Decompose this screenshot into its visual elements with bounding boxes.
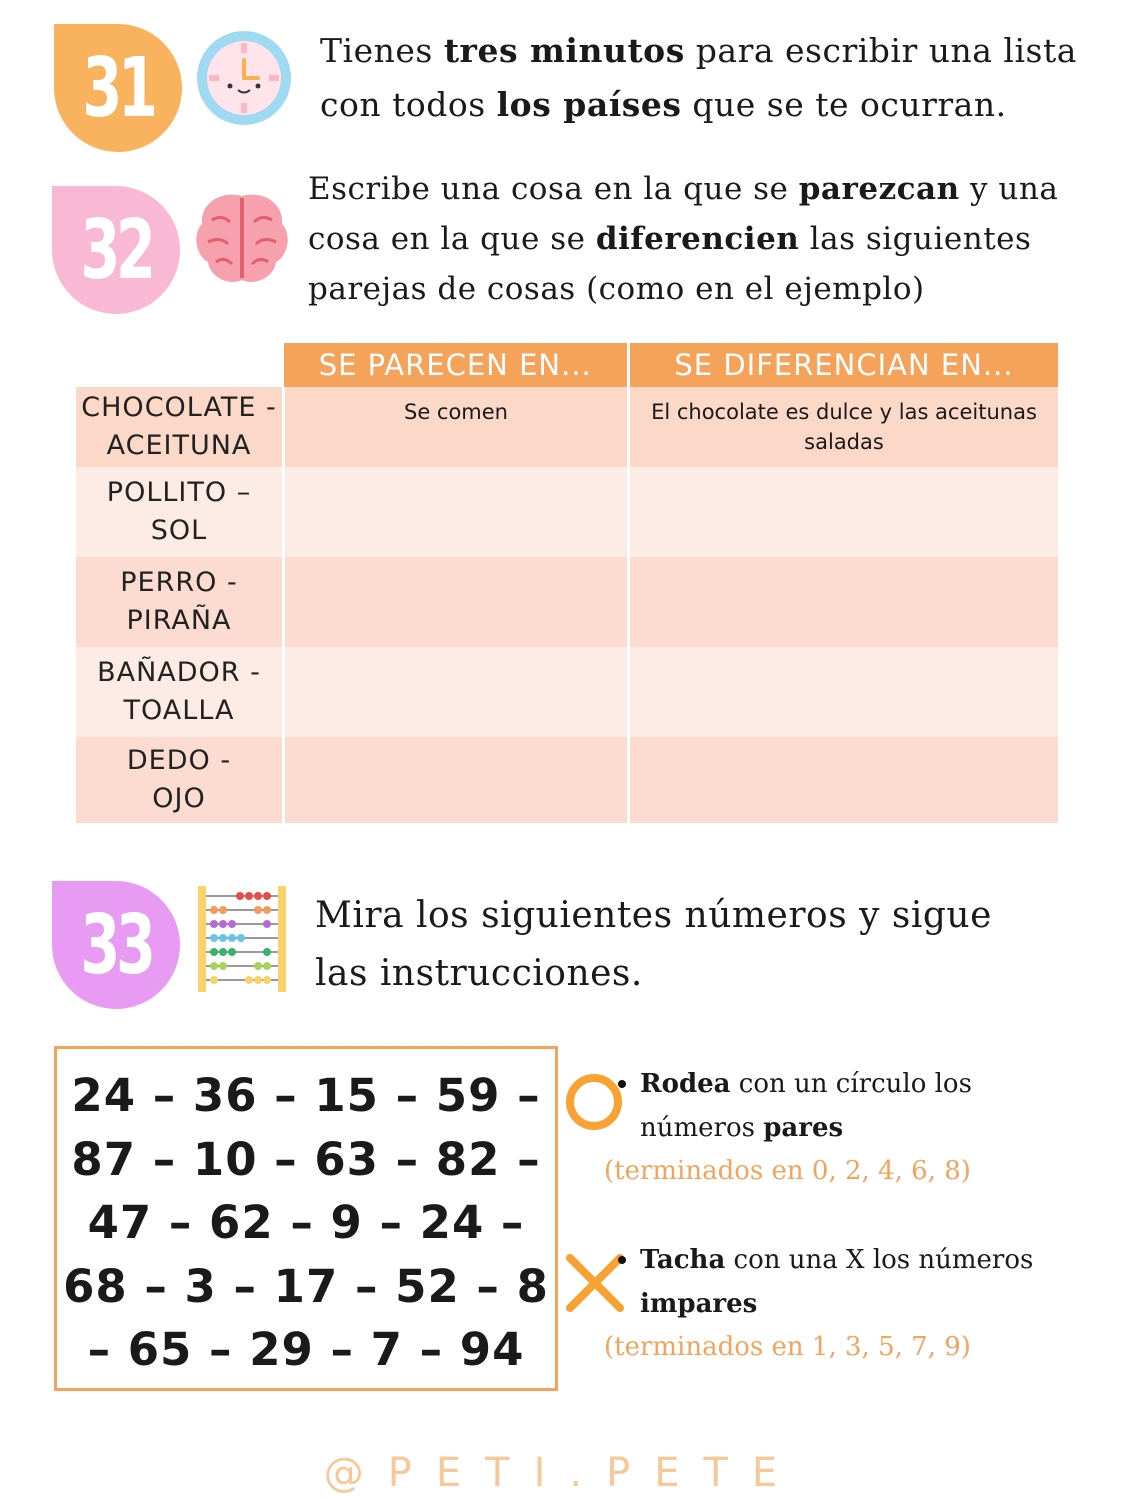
abacus-icon	[194, 884, 290, 994]
comparison-table	[76, 343, 1058, 823]
footer-handle: @PETI.PETE	[323, 1450, 802, 1496]
different-cell[interactable]	[629, 737, 1059, 823]
exercise-33-badge: 33	[52, 881, 180, 1009]
rule-circle-text: Rodea con un círculo los números pares	[640, 1069, 972, 1143]
exercise-33-instruction: Mira los siguientes números y sigue las instrucciones.	[315, 895, 992, 994]
row-label: BAÑADOR - TOALLA	[76, 647, 284, 737]
rule-cross-text: Tacha con una X los números impares	[640, 1245, 1034, 1319]
bullet	[618, 1080, 626, 1088]
bullet	[618, 1256, 626, 1264]
header-similar: SE PARECEN EN...	[284, 343, 629, 387]
header-different: SE DIFERENCIAN EN...	[629, 343, 1059, 387]
similar-cell[interactable]	[284, 647, 629, 737]
table-row	[76, 557, 1058, 647]
numbers-box	[54, 1046, 558, 1391]
brain-icon	[190, 186, 294, 294]
number-line: 68 – 3 – 17 – 52 – 8	[63, 1260, 549, 1313]
clock-icon	[194, 28, 294, 128]
table-header-blank	[76, 343, 284, 387]
number-line: 47 – 62 – 9 – 24 –	[87, 1196, 525, 1249]
table-header-row	[76, 343, 1058, 387]
exercise-31-badge: 31	[54, 24, 182, 152]
table-row	[76, 647, 1058, 737]
number-line: – 65 – 29 – 7 – 94	[87, 1323, 525, 1376]
row-label: PERRO - PIRAÑA	[76, 557, 284, 647]
different-cell[interactable]: El chocolate es dulce y las aceitunas saladas	[629, 387, 1059, 467]
table-row	[76, 737, 1058, 823]
number-line: 87 – 10 – 63 – 82 –	[71, 1133, 541, 1186]
row-label: CHOCOLATE - ACEITUNA	[76, 387, 284, 467]
table-row	[76, 467, 1058, 557]
row-label: POLLITO – SOL	[76, 467, 284, 557]
rule-cross-hint: (terminados en 1, 3, 5, 7, 9)	[604, 1332, 971, 1362]
row-label: DEDO - OJO	[76, 737, 284, 823]
similar-cell[interactable]	[284, 737, 629, 823]
number-line: 24 – 36 – 15 – 59 –	[71, 1069, 541, 1122]
exercise-31-instruction: Tienes tres minutos para escribir una lista con todos los países que se te ocurran.	[320, 31, 1077, 124]
different-cell[interactable]	[629, 557, 1059, 647]
similar-cell[interactable]: Se comen	[284, 387, 629, 467]
similar-cell[interactable]	[284, 557, 629, 647]
similar-cell[interactable]	[284, 467, 629, 557]
circle-mark-icon	[564, 1070, 628, 1134]
rule-circle-hint: (terminados en 0, 2, 4, 6, 8)	[604, 1156, 971, 1186]
table-row	[76, 387, 1058, 467]
exercise-32-badge: 32	[52, 186, 180, 314]
different-cell[interactable]	[629, 647, 1059, 737]
exercise-32-instruction: Escribe una cosa en la que se parezcan y una cosa en la que se diferencien las siguientes parejas de cosas (como en el ejemplo)	[308, 171, 1059, 307]
different-cell[interactable]	[629, 467, 1059, 557]
